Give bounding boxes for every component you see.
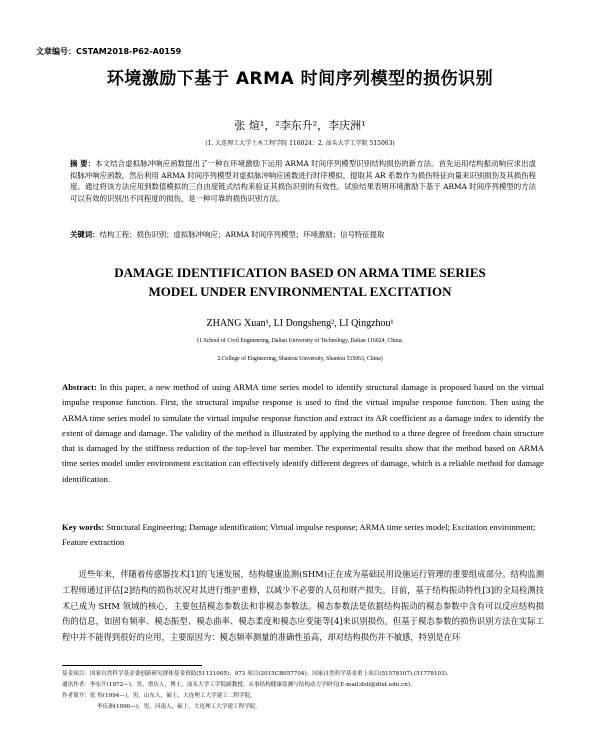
english-authors: ZHANG Xuan¹, LI Dongsheng², LI Qingzhou¹ [206,318,394,329]
english-title [0,263,600,301]
chinese-authors: 张 煊¹，²李东升²，李庆洲¹ [234,119,366,132]
article-number-label: 文章编号： [36,47,76,56]
body-paragraph: 近些年来，伴随着传感器技术[1]的飞速发展，结构健康监测(SHM)正在成为基础民用设施运行管理的重要组成部分。结构监测工程师通过评估[2]结构的损伤状况对其进行维护重修，以减少不必要的人员和财产损失。目前，基于结构振动特性[3]的全局检测技术已成为 SHM 领域的核心，主要包括模态参数法和非模态参数法。模态参数法是依据结构振动的模态参数中含有可以反应结构损伤的信息，如固有频率、模态振型、模态曲率、模态柔度和模态应变能等[4]来识别损伤。但基于模态参数的损伤识别方法在实际工程中并不能得到很好的应用，主要原因为：模态频率测量的准确性虽高，却对结构损伤并不敏感，特别是在环 [62,569,544,643]
english-title-line-1: DAMAGE IDENTIFICATION BASED ON ARMA TIME SERIES [114,265,486,280]
english-keywords-label: Key words: [62,522,105,532]
footnote-author-bio-1: 作者简介：张 煊(1994—)，男，山东人，硕士，大连理工大学建工二程学院。 [62,693,256,699]
english-affiliation-1: (1.School of Civil Engineering, Dalian University of Technology, Dalian 116024, China; [197,338,403,344]
footnote-author-bio-2: 李庆洲(1990—)，男，河南人，硕士，大连理工大学建工程学院。 [97,704,262,710]
english-keywords-text: Structural Engineering; Damage identification; Virtual impulse response; ARMA time series model; Excitation environment; Feature extraction [62,522,536,548]
footnote-corresponding-author: 通讯作者：李东升(1972—)，男，重庆人，博士，汕头大学工学院副教授，从事结构健康监测与结构动力学研究(E-mail:dsli@dlut.edu.cn). [62,682,412,688]
english-abstract [62,380,544,487]
article-number [36,46,181,57]
article-number-value: CSTAM2018-P62-A0159 [76,47,182,56]
english-affiliation-2: 2.College of Engineering, Shantou University, Shantou 515063, China) [217,356,383,362]
chinese-abstract-label: 摘 要： [70,159,96,168]
footnote-funding: 基金项目：国家自然科学基金委创新研究群体基金资助(51121005)；973 项目(2015CB057704)；国家自然科学基金重上项目(51578107),(51778103). [62,671,449,677]
chinese-keywords-text: 结构工程；损伤识别；虚拟脉冲响应；ARMA 时间序列模型；环境激励；信号特征提取 [99,230,385,239]
chinese-abstract-text: 本文结合虚拟脉冲响应函数提出了一种在环境激励下运用 ARMA 时间序列模型识别结构损伤的新方法。首先运用结构振动响应求出虚拟脉冲响应函数，然后利用 ARMA 时间序列模型对虚拟脉冲响应函数进行时序模拟，提取其 AR 系数作为损伤特征向量来识别损伤及其损伤程度。通过将该方法应用到数值模拟的三自由度链式结构来验证其损伤识别的有效性。试验结果表明环境激励下基于 ARMA 时间序列模型的方法可以有效的识别出不同程度的损伤，是一种可靠的损伤识别方法。 [70,159,537,203]
chinese-abstract [70,158,536,204]
english-abstract-label: Abstract: [62,382,97,392]
footnote-divider [62,665,202,666]
chinese-title: 环境激励下基于 ARMA 时间序列模型的损伤识别 [106,69,494,89]
chinese-affiliation: (1. 大连理工大学土木工程学院 116024；2. 汕头大学工学院 515063) [205,140,395,147]
english-keywords [62,520,544,551]
chinese-keywords-label: 关键词： [70,230,100,239]
english-title-line-2: MODEL UNDER ENVIRONMENTAL EXCITATION [148,284,452,299]
english-abstract-text: In this paper, a new method of using ARMA time series model to identify structural damage is proposed based on the virtual impulse response function. First, the structural impulse response is used to find the virtual impulse response function. Then using the ARMA time series model to simulate the virtual impulse response function and extract its AR coefficient as a damage index to identify the extent of damage and damage. The validity of the method is illustrated by applying the method to a three degree of freedom chain structure that is damaged by the stiffness reduction of the top-level bar member. The experimental results show that the method based on ARMA time series model under environment excitation can effectively identify different degrees of damage, which is a reliable method for damage identification. [62,382,544,484]
chinese-keywords [70,229,536,240]
